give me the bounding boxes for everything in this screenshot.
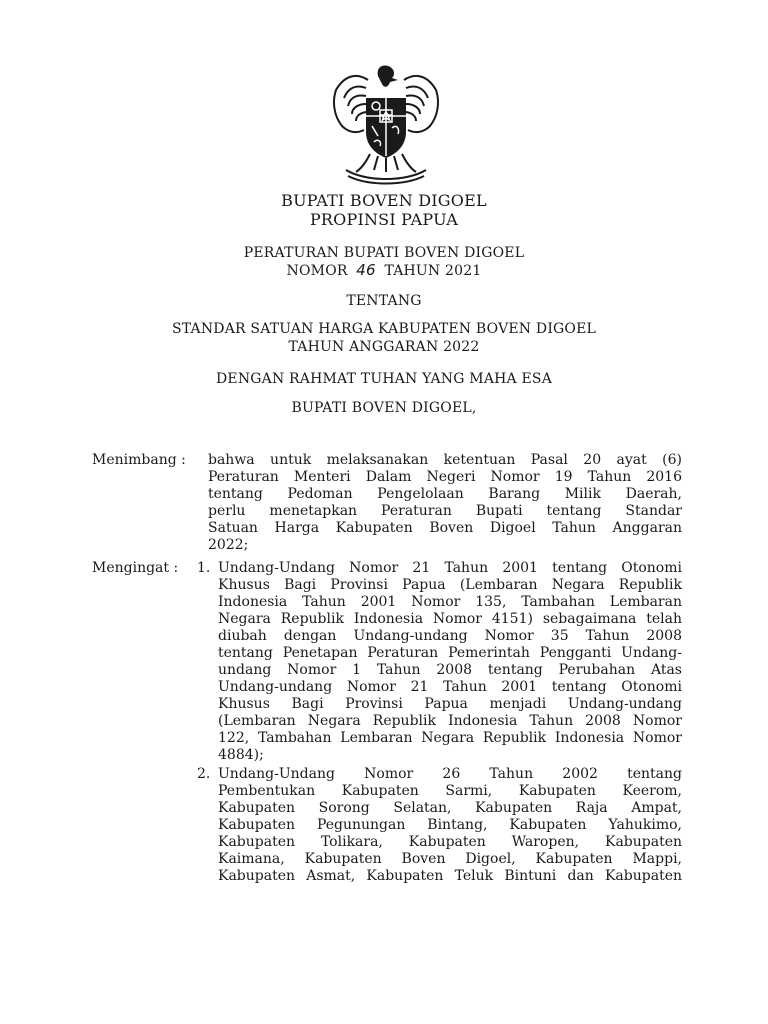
text-line: Kaimana, Kabupaten Boven Digoel, Kabupaten Mappi, — [218, 851, 682, 867]
text-line: Negara Republik Indonesia Nomor 4151) sebagaimana telah — [218, 611, 682, 627]
blessing-line: DENGAN RAHMAT TUHAN YANG MAHA ESA — [215, 371, 553, 387]
text-line: Undang-Undang Nomor 26 Tahun 2002 tentang — [218, 766, 682, 782]
text-line: Kabupaten Tolikara, Kabupaten Waropen, Kabupaten — [218, 834, 682, 850]
text-line: Kabupaten Asmat, Kabupaten Teluk Bintuni dan Kabupaten — [218, 868, 682, 884]
text-line: Kabupaten Sorong Selatan, Kabupaten Raja Ampat, — [218, 800, 682, 816]
regent-title: BUPATI BOVEN DIGOEL — [281, 191, 487, 210]
subject-line-1: STANDAR SATUAN HARGA KABUPATEN BOVEN DIGOEL — [171, 321, 597, 337]
menimbang-text — [208, 452, 682, 554]
item-number: 2. — [197, 766, 211, 782]
text-line: Kabupaten Pegunungan Bintang, Kabupaten Yahukimo, — [218, 817, 682, 833]
mengingat-item-1 — [218, 560, 682, 764]
text-line: Satuan Harga Kabupaten Boven Digoel Tahun Anggaran — [208, 520, 682, 536]
text-line: bahwa untuk melaksanakan ketentuan Pasal 20 ayat (6) — [208, 452, 682, 468]
text-line: Peraturan Menteri Dalam Negeri Nomor 19 Tahun 2016 — [208, 469, 682, 485]
menimbang-label: Menimbang : — [92, 452, 186, 468]
province-name: PROPINSI PAPUA — [309, 210, 459, 229]
text-line: Khusus Bagi Provinsi Papua (Lembaran Negara Republik — [218, 577, 682, 593]
subject-line-2: TAHUN ANGGARAN 2022 — [288, 339, 480, 355]
number-prefix: NOMOR — [286, 263, 348, 279]
text-line: (Lembaran Negara Republik Indonesia Tahun 2008 Nomor — [218, 713, 682, 729]
text-line: diubah dengan Undang-undang Nomor 35 Tahun 2008 — [218, 628, 682, 644]
mengingat-label: Mengingat : — [92, 560, 179, 576]
signatory-line: BUPATI BOVEN DIGOEL, — [291, 400, 477, 416]
mengingat-item-2 — [218, 766, 682, 885]
text-line: tentang Pedoman Pengelolaan Barang Milik Daerah, — [208, 486, 682, 502]
text-line: tentang Penetapan Peraturan Pemerintah Pengganti Undang- — [218, 645, 682, 661]
text-line: perlu menetapkan Peraturan Bupati tentang Standar — [208, 503, 682, 519]
garuda-emblem-icon — [326, 58, 446, 188]
text-line: Khusus Bagi Provinsi Papua menjadi Undang-undang — [218, 696, 682, 712]
text-line: Undang-Undang Nomor 21 Tahun 2001 tentang Otonomi — [218, 560, 682, 576]
regulation-header — [0, 245, 768, 280]
letterhead — [0, 191, 768, 229]
text-line: Indonesia Tahun 2001 Nomor 135, Tambahan Lembaran — [218, 594, 682, 610]
about-heading: TENTANG — [346, 293, 422, 309]
text-line: undang Nomor 1 Tahun 2008 tentang Perubahan Atas — [218, 662, 682, 678]
regulation-subject — [0, 320, 768, 356]
text-line: 4884); — [218, 747, 264, 763]
text-line: 122, Tambahan Lembaran Negara Republik Indonesia Nomor — [218, 730, 682, 746]
text-line: 2022; — [208, 537, 249, 553]
item-number: 1. — [197, 560, 211, 576]
text-line: Pembentukan Kabupaten Sarmi, Kabupaten Keerom, — [218, 783, 682, 799]
handwritten-number: 46 — [356, 261, 376, 279]
regulation-title: PERATURAN BUPATI BOVEN DIGOEL — [243, 245, 525, 261]
text-line: Undang-undang Nomor 21 Tahun 2001 tentang Otonomi — [218, 679, 682, 695]
regulation-year: TAHUN 2021 — [384, 263, 482, 279]
regulation-number — [0, 262, 768, 280]
